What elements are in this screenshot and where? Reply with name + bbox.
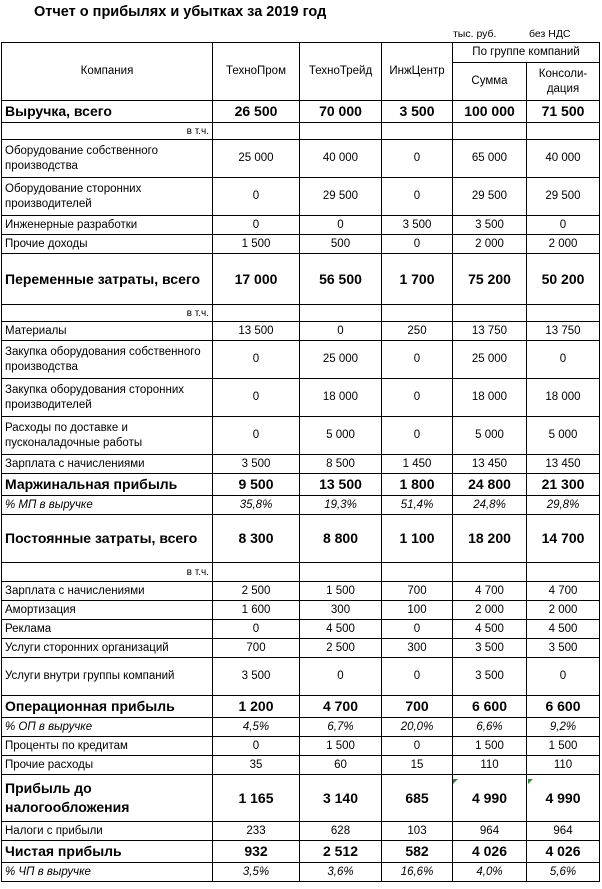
value-cell: 4 700: [453, 582, 527, 601]
value-cell: 1 500: [300, 582, 382, 601]
value-cell: 110: [527, 756, 600, 775]
value-cell: 100 000: [453, 101, 527, 123]
row-label: Постоянные затраты, всего: [2, 515, 213, 563]
table-row: [2, 737, 600, 756]
value-cell: 17 000: [213, 254, 300, 305]
value-cell: 0: [213, 379, 300, 417]
value-cell: 13 750: [453, 322, 527, 341]
row-label: Зарплата с начислениями: [2, 455, 213, 474]
value-cell: 700: [382, 696, 453, 718]
value-cell: 628: [300, 822, 382, 841]
row-label: в т.ч.: [2, 305, 213, 322]
value-cell: 964: [453, 822, 527, 841]
row-label: Услуги сторонних организаций: [2, 639, 213, 658]
value-cell: 1 700: [382, 254, 453, 305]
value-cell: 1 500: [300, 737, 382, 756]
value-cell: [213, 563, 300, 582]
value-cell: 70 000: [300, 101, 382, 123]
subheader-row: [2, 305, 600, 322]
value-cell: 19,3%: [300, 496, 382, 515]
value-cell: 1 100: [382, 515, 453, 563]
vat-note: без НДС: [529, 28, 571, 40]
value-cell: 0: [382, 379, 453, 417]
table-row: [2, 379, 600, 417]
value-cell: 4 500: [300, 620, 382, 639]
row-label: Налоги с прибыли: [2, 822, 213, 841]
value-cell: 4 500: [453, 620, 527, 639]
value-cell: 25 000: [300, 341, 382, 379]
value-cell: 35,8%: [213, 496, 300, 515]
value-cell: 15: [382, 756, 453, 775]
value-cell: 3 140: [300, 775, 382, 822]
header-consolidation: Консоли-дация: [527, 63, 600, 101]
value-cell: [300, 305, 382, 322]
value-cell: 18 000: [527, 379, 600, 417]
value-cell: 2 000: [527, 601, 600, 620]
value-cell: 13 500: [300, 474, 382, 496]
value-cell: 582: [382, 841, 453, 863]
subheader-row: [2, 123, 600, 140]
value-cell: 8 300: [213, 515, 300, 563]
value-cell: 40 000: [527, 140, 600, 178]
header-company: Компания: [2, 43, 213, 101]
table-row: [2, 515, 600, 563]
header-company-1: ТехноПром: [213, 43, 300, 101]
header-sum: Сумма: [453, 63, 527, 101]
value-cell: 4 500: [527, 620, 600, 639]
value-cell: 3 500: [213, 658, 300, 696]
value-cell: 0: [382, 417, 453, 455]
value-cell: [527, 305, 600, 322]
value-cell: 1 500: [453, 737, 527, 756]
value-cell: 26 500: [213, 101, 300, 123]
value-cell: [453, 123, 527, 140]
value-cell: 2 500: [300, 639, 382, 658]
value-cell: 2 000: [453, 235, 527, 254]
row-label: % ОП в выручке: [2, 718, 213, 737]
table-row: [2, 455, 600, 474]
value-cell: 6,7%: [300, 718, 382, 737]
value-cell: 71 500: [527, 101, 600, 123]
value-cell: 14 700: [527, 515, 600, 563]
value-cell: 700: [213, 639, 300, 658]
value-cell: 300: [382, 639, 453, 658]
value-cell: 964: [527, 822, 600, 841]
table-row: [2, 620, 600, 639]
value-cell: [382, 563, 453, 582]
table-row: [2, 863, 600, 882]
value-cell: 9 500: [213, 474, 300, 496]
value-cell: 75 200: [453, 254, 527, 305]
table-row: [2, 474, 600, 496]
value-cell: 300: [300, 601, 382, 620]
value-cell: 6 600: [453, 696, 527, 718]
row-label: Проценты по кредитам: [2, 737, 213, 756]
value-cell: 25 000: [213, 140, 300, 178]
value-cell: 1 450: [382, 455, 453, 474]
value-cell: 1 500: [527, 737, 600, 756]
value-cell: 29 500: [453, 178, 527, 216]
row-label: Зарплата с начислениями: [2, 582, 213, 601]
row-label: Оборудование сторонних производителей: [2, 178, 213, 216]
row-label: Прочие доходы: [2, 235, 213, 254]
value-cell: [300, 123, 382, 140]
value-cell: 4 700: [300, 696, 382, 718]
value-cell: 0: [382, 658, 453, 696]
row-label: Реклама: [2, 620, 213, 639]
value-cell: 0: [527, 341, 600, 379]
value-cell: 233: [213, 822, 300, 841]
value-cell: 13 450: [527, 455, 600, 474]
table-row: [2, 658, 600, 696]
value-cell: 5 000: [453, 417, 527, 455]
table-row: [2, 417, 600, 455]
value-cell: 0: [213, 737, 300, 756]
pnl-table: [1, 42, 600, 882]
table-row: [2, 235, 600, 254]
row-label: Прибыль до налогообложения: [2, 775, 213, 822]
value-cell: 4 026: [453, 841, 527, 863]
row-label: Материалы: [2, 322, 213, 341]
row-label: в т.ч.: [2, 123, 213, 140]
row-label: Амортизация: [2, 601, 213, 620]
value-cell: 0: [300, 216, 382, 235]
value-cell: 5 000: [300, 417, 382, 455]
value-cell: 0: [300, 658, 382, 696]
value-cell: 2 000: [453, 601, 527, 620]
value-cell: [453, 563, 527, 582]
value-cell: 8 500: [300, 455, 382, 474]
value-cell: [382, 123, 453, 140]
value-cell: [382, 305, 453, 322]
value-cell: 6 600: [527, 696, 600, 718]
value-cell: 0: [382, 737, 453, 756]
comment-marker-icon: [453, 779, 458, 784]
value-cell: 5 000: [527, 417, 600, 455]
value-cell: [527, 563, 600, 582]
row-label: Чистая прибыль: [2, 841, 213, 863]
value-cell: 100: [382, 601, 453, 620]
value-cell: 1 200: [213, 696, 300, 718]
value-cell: 0: [213, 620, 300, 639]
table-row: [2, 101, 600, 123]
header-group: По группе компаний: [453, 43, 600, 63]
value-cell: 4 026: [527, 841, 600, 863]
value-cell: 0: [382, 620, 453, 639]
value-cell: 3,6%: [300, 863, 382, 882]
value-cell: 29 500: [300, 178, 382, 216]
row-label: Выручка, всего: [2, 101, 213, 123]
value-cell: 13 450: [453, 455, 527, 474]
value-cell: 932: [213, 841, 300, 863]
row-label: Операционная прибыль: [2, 696, 213, 718]
value-cell: 0: [382, 235, 453, 254]
table-row: [2, 178, 600, 216]
subheader-row: [2, 563, 600, 582]
pnl-table-body: [2, 43, 600, 882]
value-cell: 13 750: [527, 322, 600, 341]
table-row: [2, 639, 600, 658]
value-cell: 50 200: [527, 254, 600, 305]
value-cell: 3 500: [382, 101, 453, 123]
report-title: Отчет о прибылях и убытках за 2019 год: [34, 4, 327, 20]
header-company-3: ИнжЦентр: [382, 43, 453, 101]
value-cell: 6,6%: [453, 718, 527, 737]
value-cell: 65 000: [453, 140, 527, 178]
row-label: Закупка оборудования сторонних производителей: [2, 379, 213, 417]
value-cell: 3 500: [453, 639, 527, 658]
table-row: [2, 756, 600, 775]
table-row: [2, 216, 600, 235]
value-cell: 0: [527, 658, 600, 696]
value-cell: 1 600: [213, 601, 300, 620]
row-label: % ЧП в выручке: [2, 863, 213, 882]
row-label: Маржинальная прибыль: [2, 474, 213, 496]
value-cell: 24,8%: [453, 496, 527, 515]
value-cell: 1 800: [382, 474, 453, 496]
value-cell: 56 500: [300, 254, 382, 305]
value-cell: 3 500: [382, 216, 453, 235]
value-cell: 4 990: [527, 775, 600, 822]
value-cell: 110: [453, 756, 527, 775]
value-cell: 0: [213, 341, 300, 379]
value-cell: 18 000: [453, 379, 527, 417]
row-label: в т.ч.: [2, 563, 213, 582]
table-row: [2, 140, 600, 178]
value-cell: [213, 305, 300, 322]
table-row: [2, 841, 600, 863]
value-cell: 700: [382, 582, 453, 601]
table-row: [2, 254, 600, 305]
value-cell: 2 512: [300, 841, 382, 863]
value-cell: 0: [213, 178, 300, 216]
value-cell: 25 000: [453, 341, 527, 379]
value-cell: 500: [300, 235, 382, 254]
table-row: [2, 822, 600, 841]
value-cell: 35: [213, 756, 300, 775]
row-label: % МП в выручке: [2, 496, 213, 515]
value-cell: 4,5%: [213, 718, 300, 737]
currency-unit: тыс. руб.: [453, 28, 497, 40]
row-label: Оборудование собственного производства: [2, 140, 213, 178]
value-cell: 29 500: [527, 178, 600, 216]
row-label: Закупка оборудования собственного производства: [2, 341, 213, 379]
value-cell: 60: [300, 756, 382, 775]
value-cell: 13 500: [213, 322, 300, 341]
value-cell: 4 990: [453, 775, 527, 822]
row-label: Переменные затраты, всего: [2, 254, 213, 305]
table-row: [2, 718, 600, 737]
value-cell: 3,5%: [213, 863, 300, 882]
value-cell: 9,2%: [527, 718, 600, 737]
table-row: [2, 601, 600, 620]
value-cell: 20,0%: [382, 718, 453, 737]
value-cell: 3 500: [453, 658, 527, 696]
row-label: Прочие расходы: [2, 756, 213, 775]
value-cell: 51,4%: [382, 496, 453, 515]
value-cell: 4,0%: [453, 863, 527, 882]
value-cell: 3 500: [453, 216, 527, 235]
row-label: Расходы по доставке и пусконаладочные работы: [2, 417, 213, 455]
value-cell: 1 500: [213, 235, 300, 254]
table-row: [2, 582, 600, 601]
row-label: Услуги внутри группы компаний: [2, 658, 213, 696]
value-cell: 16,6%: [382, 863, 453, 882]
value-cell: 0: [527, 216, 600, 235]
value-cell: 18 000: [300, 379, 382, 417]
table-row: [2, 341, 600, 379]
value-cell: [527, 123, 600, 140]
value-cell: 2 500: [213, 582, 300, 601]
value-cell: 0: [300, 322, 382, 341]
table-row: [2, 322, 600, 341]
value-cell: 1 165: [213, 775, 300, 822]
value-cell: 250: [382, 322, 453, 341]
value-cell: 3 500: [527, 639, 600, 658]
value-cell: 103: [382, 822, 453, 841]
value-cell: 5,6%: [527, 863, 600, 882]
value-cell: 0: [382, 178, 453, 216]
row-label: Инженерные разработки: [2, 216, 213, 235]
table-row: [2, 775, 600, 822]
header-company-2: ТехноТрейд: [300, 43, 382, 101]
value-cell: 4 700: [527, 582, 600, 601]
value-cell: 0: [213, 216, 300, 235]
comment-marker-icon: [528, 779, 533, 784]
value-cell: 29,8%: [527, 496, 600, 515]
value-cell: [453, 305, 527, 322]
value-cell: 0: [382, 341, 453, 379]
value-cell: 3 500: [213, 455, 300, 474]
value-cell: 0: [213, 417, 300, 455]
value-cell: [213, 123, 300, 140]
value-cell: 18 200: [453, 515, 527, 563]
value-cell: 0: [382, 140, 453, 178]
value-cell: [300, 563, 382, 582]
value-cell: 24 800: [453, 474, 527, 496]
table-row: [2, 696, 600, 718]
value-cell: 8 800: [300, 515, 382, 563]
value-cell: 40 000: [300, 140, 382, 178]
value-cell: 21 300: [527, 474, 600, 496]
table-row: [2, 496, 600, 515]
value-cell: 2 000: [527, 235, 600, 254]
value-cell: 685: [382, 775, 453, 822]
